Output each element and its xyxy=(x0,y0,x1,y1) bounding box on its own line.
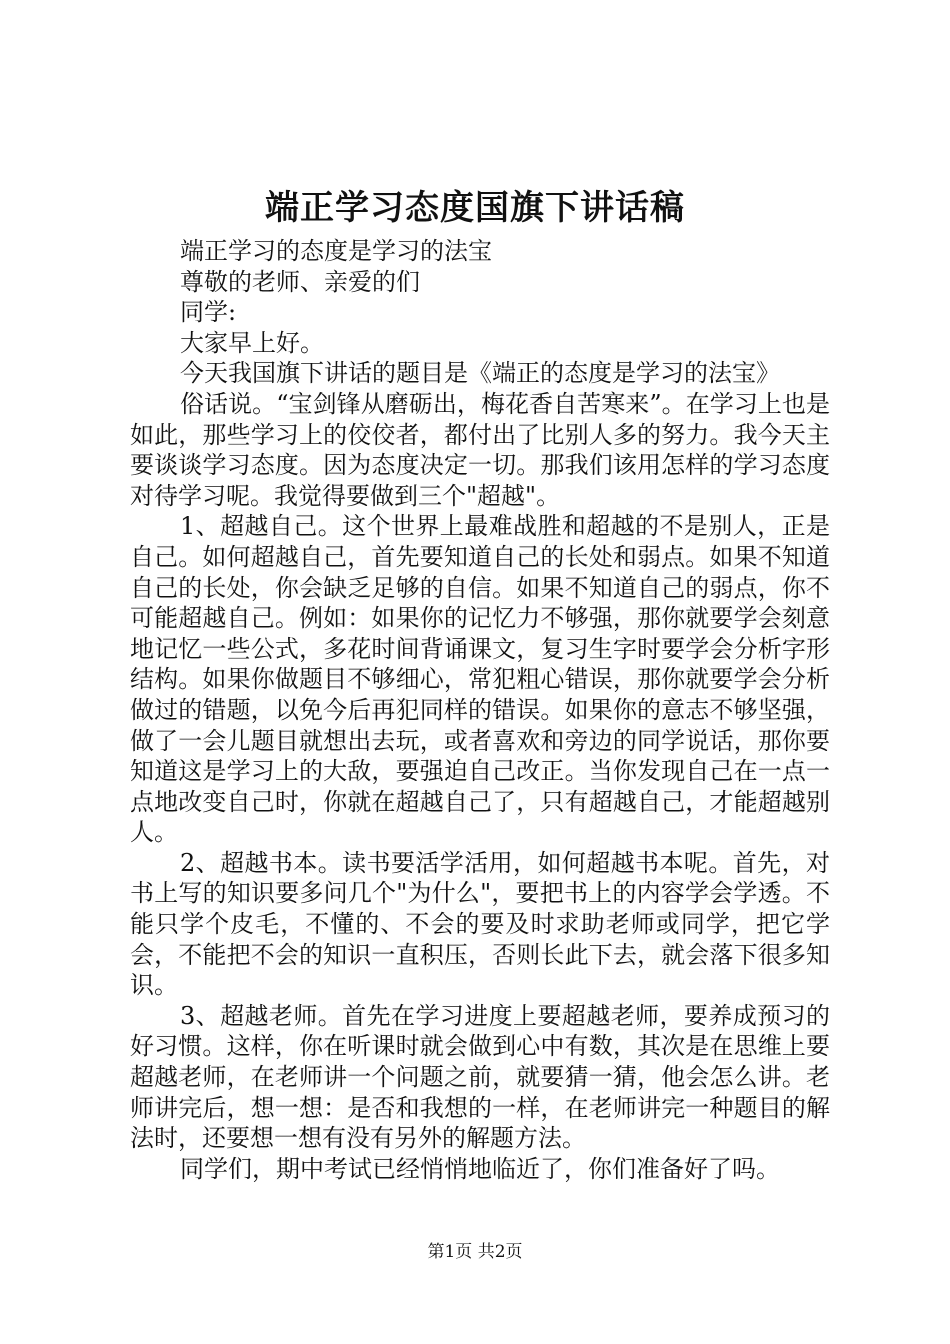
page-footer: 第1页 共2页 xyxy=(427,1242,523,1262)
paragraph: 尊敬的老师、亲爱的们 xyxy=(180,267,420,296)
document-title: 端正学习态度国旗下讲话稿 xyxy=(265,188,685,228)
paragraph: 俗话说。“宝剑锋从磨砺出，梅花香自苦寒来”。在学习上也是如此，那些学习上的佼佼者，都付出了比别人多的努力。我今天主要谈谈学习态度。因为态度决定一切。那我们该用怎样的学习态度对待学习呢。我觉得要做到三个"超越"。 xyxy=(130,389,830,510)
paragraph: 1、超越自己。这个世界上最难战胜和超越的不是别人，正是自己。如何超越自己，首先要知道自己的长处和弱点。如果不知道自己的长处，你会缺乏足够的自信。如果不知道自己的弱点，你不可能超越自己。例如：如果你的记忆力不够强，那你就要学会刻意地记忆一些公式，多花时间背诵课文，复习生字时要学会分析字形结构。如果你做题目不够细心，常犯粗心错误，那你就要学会分析做过的错题，以免今后再犯同样的错误。如果你的意志不够坚强，做了一会儿题目就想出去玩，或者喜欢和旁边的同学说话，那你要知道这是学习上的大敌，要强迫自己改正。当你发现自己在一点一点地改变自己时，你就在超越自己了，只有超越自己，才能超越别人。 xyxy=(130,512,830,847)
paragraph: 端正学习的态度是学习的法宝 xyxy=(180,237,492,265)
paragraph: 今天我国旗下讲话的题目是《端正的态度是学习的法宝》 xyxy=(180,359,780,388)
paragraph: 大家早上好。 xyxy=(180,328,324,357)
paragraph: 同学: xyxy=(180,298,237,327)
paragraph: 同学们，期中考试已经悄悄地临近了，你们准备好了吗。 xyxy=(180,1154,780,1183)
paragraph: 2、超越书本。读书要活学活用，如何超越书本呢。首先，对书上写的知识要多问几个"为什么"，要把书上的内容学会学透。不能只学个皮毛，不懂的、不会的要及时求助老师或同学，把它学会，不能把不会的知识一直积压，否则长此下去，就会落下很多知识。 xyxy=(130,848,830,1000)
paragraph: 3、超越老师。首先在学习进度上要超越老师，要养成预习的好习惯。这样，你在听课时就会做到心中有数，其次是在思维上要超越老师，在老师讲一个问题之前，就要猜一猜，他会怎么讲。老师讲完后，想一想：是否和我想的一样，在老师讲完一种题目的解法时，还要想一想有没有另外的解题方法。 xyxy=(130,1001,830,1153)
document-body xyxy=(130,236,830,1184)
